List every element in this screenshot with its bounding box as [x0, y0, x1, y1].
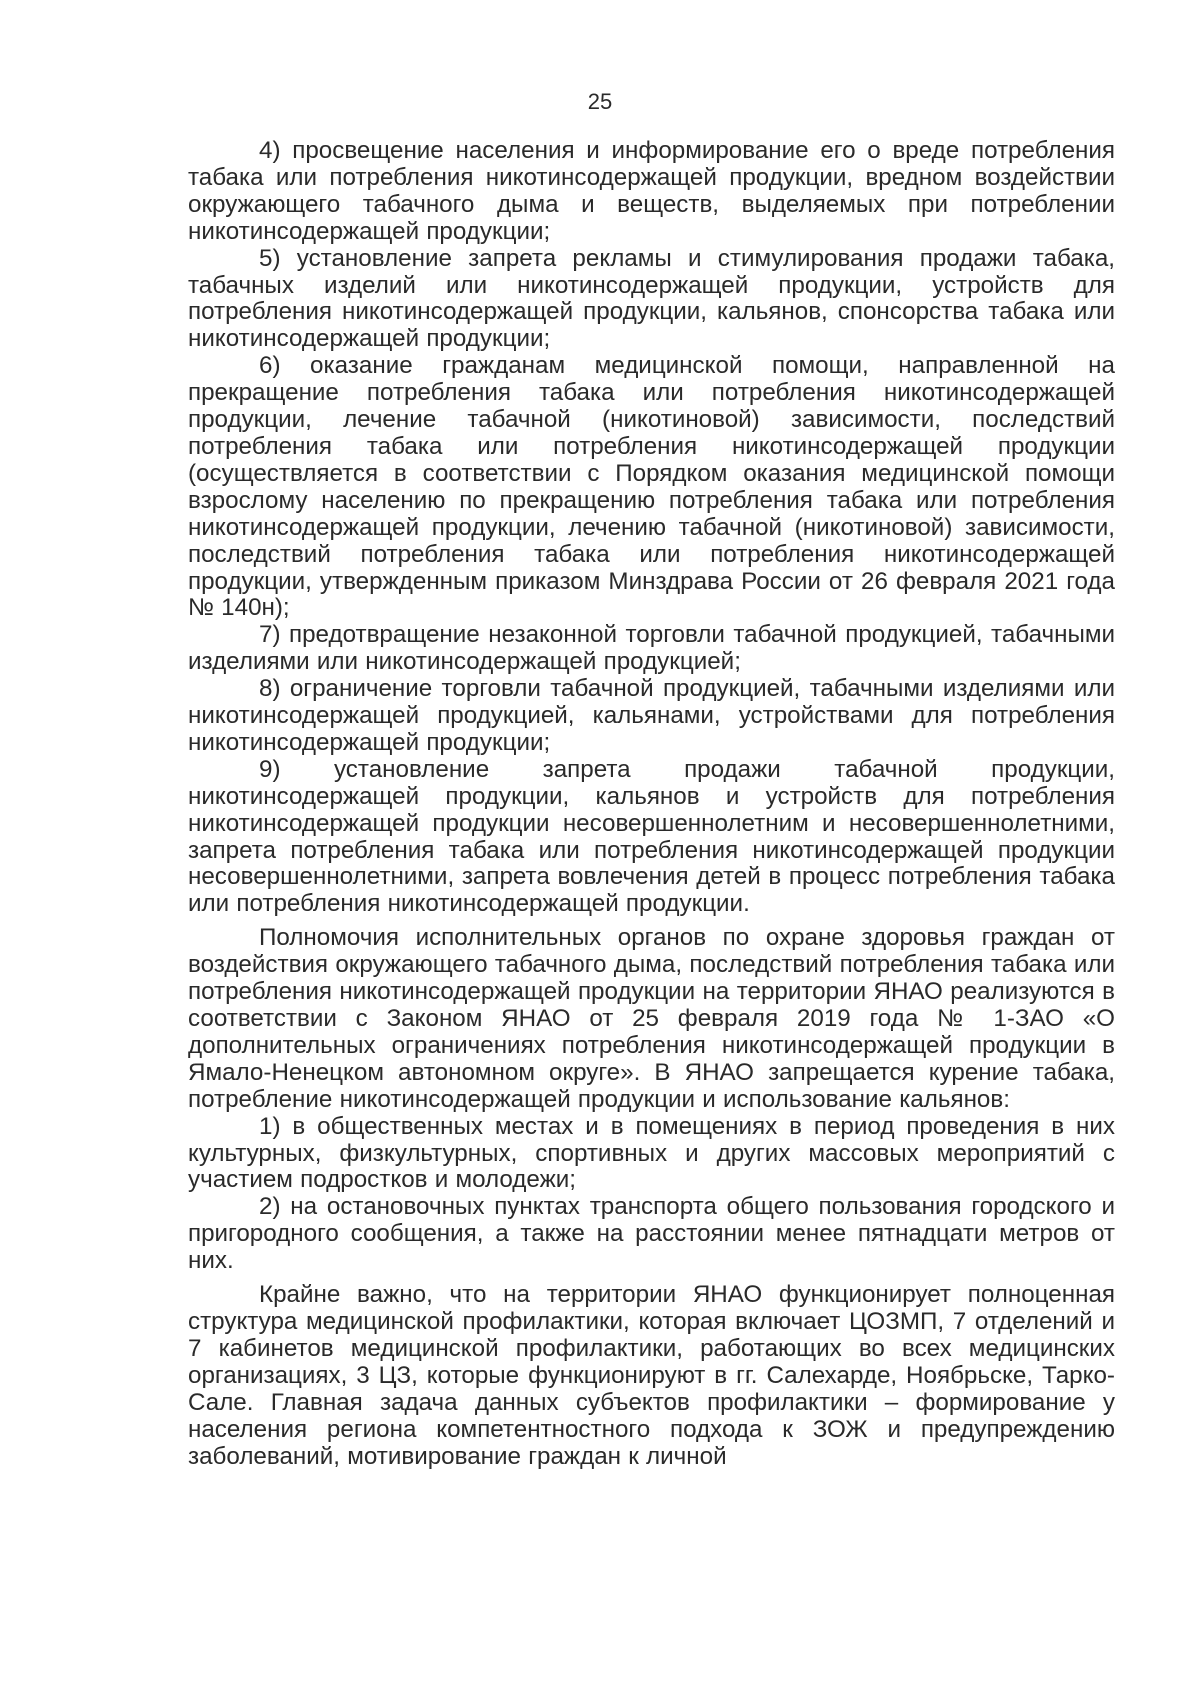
paragraph-item-6: 6) оказание гражданам медицинской помощи, направленной на прекращение потребления табака или потребления никотинсодержащей продукции, лечение табачной (никотиновой) зависимости, последствий потребления табака или потребления никотинсодержащей продукции (осуществляется в соответствии с Порядком оказания медицинской помощи взрослому населению по прекращению потребления табака или потребления никотинсодержащей продукции, лечению табачной (никотиновой) зависимости, последствий потребления табака или потребления никотинсодержащей продукции, утвержденным приказом Минздрава России от 26 февраля 2021 года № 140н);: [188, 352, 1115, 622]
paragraph-restriction-2: 2) на остановочных пунктах транспорта общего пользования городского и пригородного сообщения, а также на расстоянии менее пятнадцати метров от них.: [188, 1193, 1115, 1275]
page-number: 25: [587, 89, 613, 114]
paragraph-item-5: 5) установление запрета рекламы и стимулирования продажи табака, табачных изделий или никотинсодержащей продукции, устройств для потребления никотинсодержащей продукции, кальянов, спонсорства табака или никотинсодержащей продукции;: [188, 244, 1115, 353]
document-body: [188, 138, 1115, 1470]
paragraph-prevention-structure: Крайне важно, что на территории ЯНАО функционирует полноценная структура медицинской профилактики, которая включает ЦОЗМП, 7 отделений и 7 кабинетов медицинской профилактики, работающих во всех медицинских организациях, 3 ЦЗ, которые функционируют в гг. Салехарде, Ноябрьске, Тарко-Сале. Главная задача данных субъектов профилактики – формирование у населения региона компетентностного подхода к ЗОЖ и предупреждению заболеваний, мотивирование граждан к личной: [188, 1281, 1115, 1470]
paragraph-item-7: 7) предотвращение незаконной торговли табачной продукцией, табачными изделиями или никотинсодержащей продукцией;: [188, 621, 1115, 676]
paragraph-authority: Полномочия исполнительных органов по охране здоровья граждан от воздействия окружающего табачного дыма, последствий потребления табака или потребления никотинсодержащей продукции на территории ЯНАО реализуются в соответствии с Законом ЯНАО от 25 февраля 2019 года № 1-ЗАО «О дополнительных ограничениях потребления никотинсодержащей продукции в Ямало-Ненецком автономном округе». В ЯНАО запрещается курение табака, потребление никотинсодержащей продукции и использование кальянов:: [188, 924, 1115, 1113]
paragraph-item-8: 8) ограничение торговли табачной продукцией, табачными изделиями или никотинсодержащей продукцией, кальянами, устройствами для потребления никотинсодержащей продукции;: [188, 675, 1115, 756]
paragraph-item-9: 9) установление запрета продажи табачной продукции, никотинсодержащей продукции, кальянов и устройств для потребления никотинсодержащей продукции несовершеннолетним и несовершеннолетними, запрета потребления табака или потребления никотинсодержащей продукции несовершеннолетними, запрета вовлечения детей в процесс потребления табака или потребления никотинсодержащей продукции.: [188, 755, 1115, 918]
paragraph-item-4: 4) просвещение населения и информирование его о вреде потребления табака или потребления никотинсодержащей продукции, вредном воздействии окружающего табачного дыма и веществ, выделяемых при потреблении никотинсодержащей продукции;: [188, 137, 1115, 245]
paragraph-restriction-1: 1) в общественных местах и в помещениях в период проведения в них культурных, физкультурных, спортивных и других массовых мероприятий с участием подростков и молодежи;: [188, 1112, 1115, 1194]
